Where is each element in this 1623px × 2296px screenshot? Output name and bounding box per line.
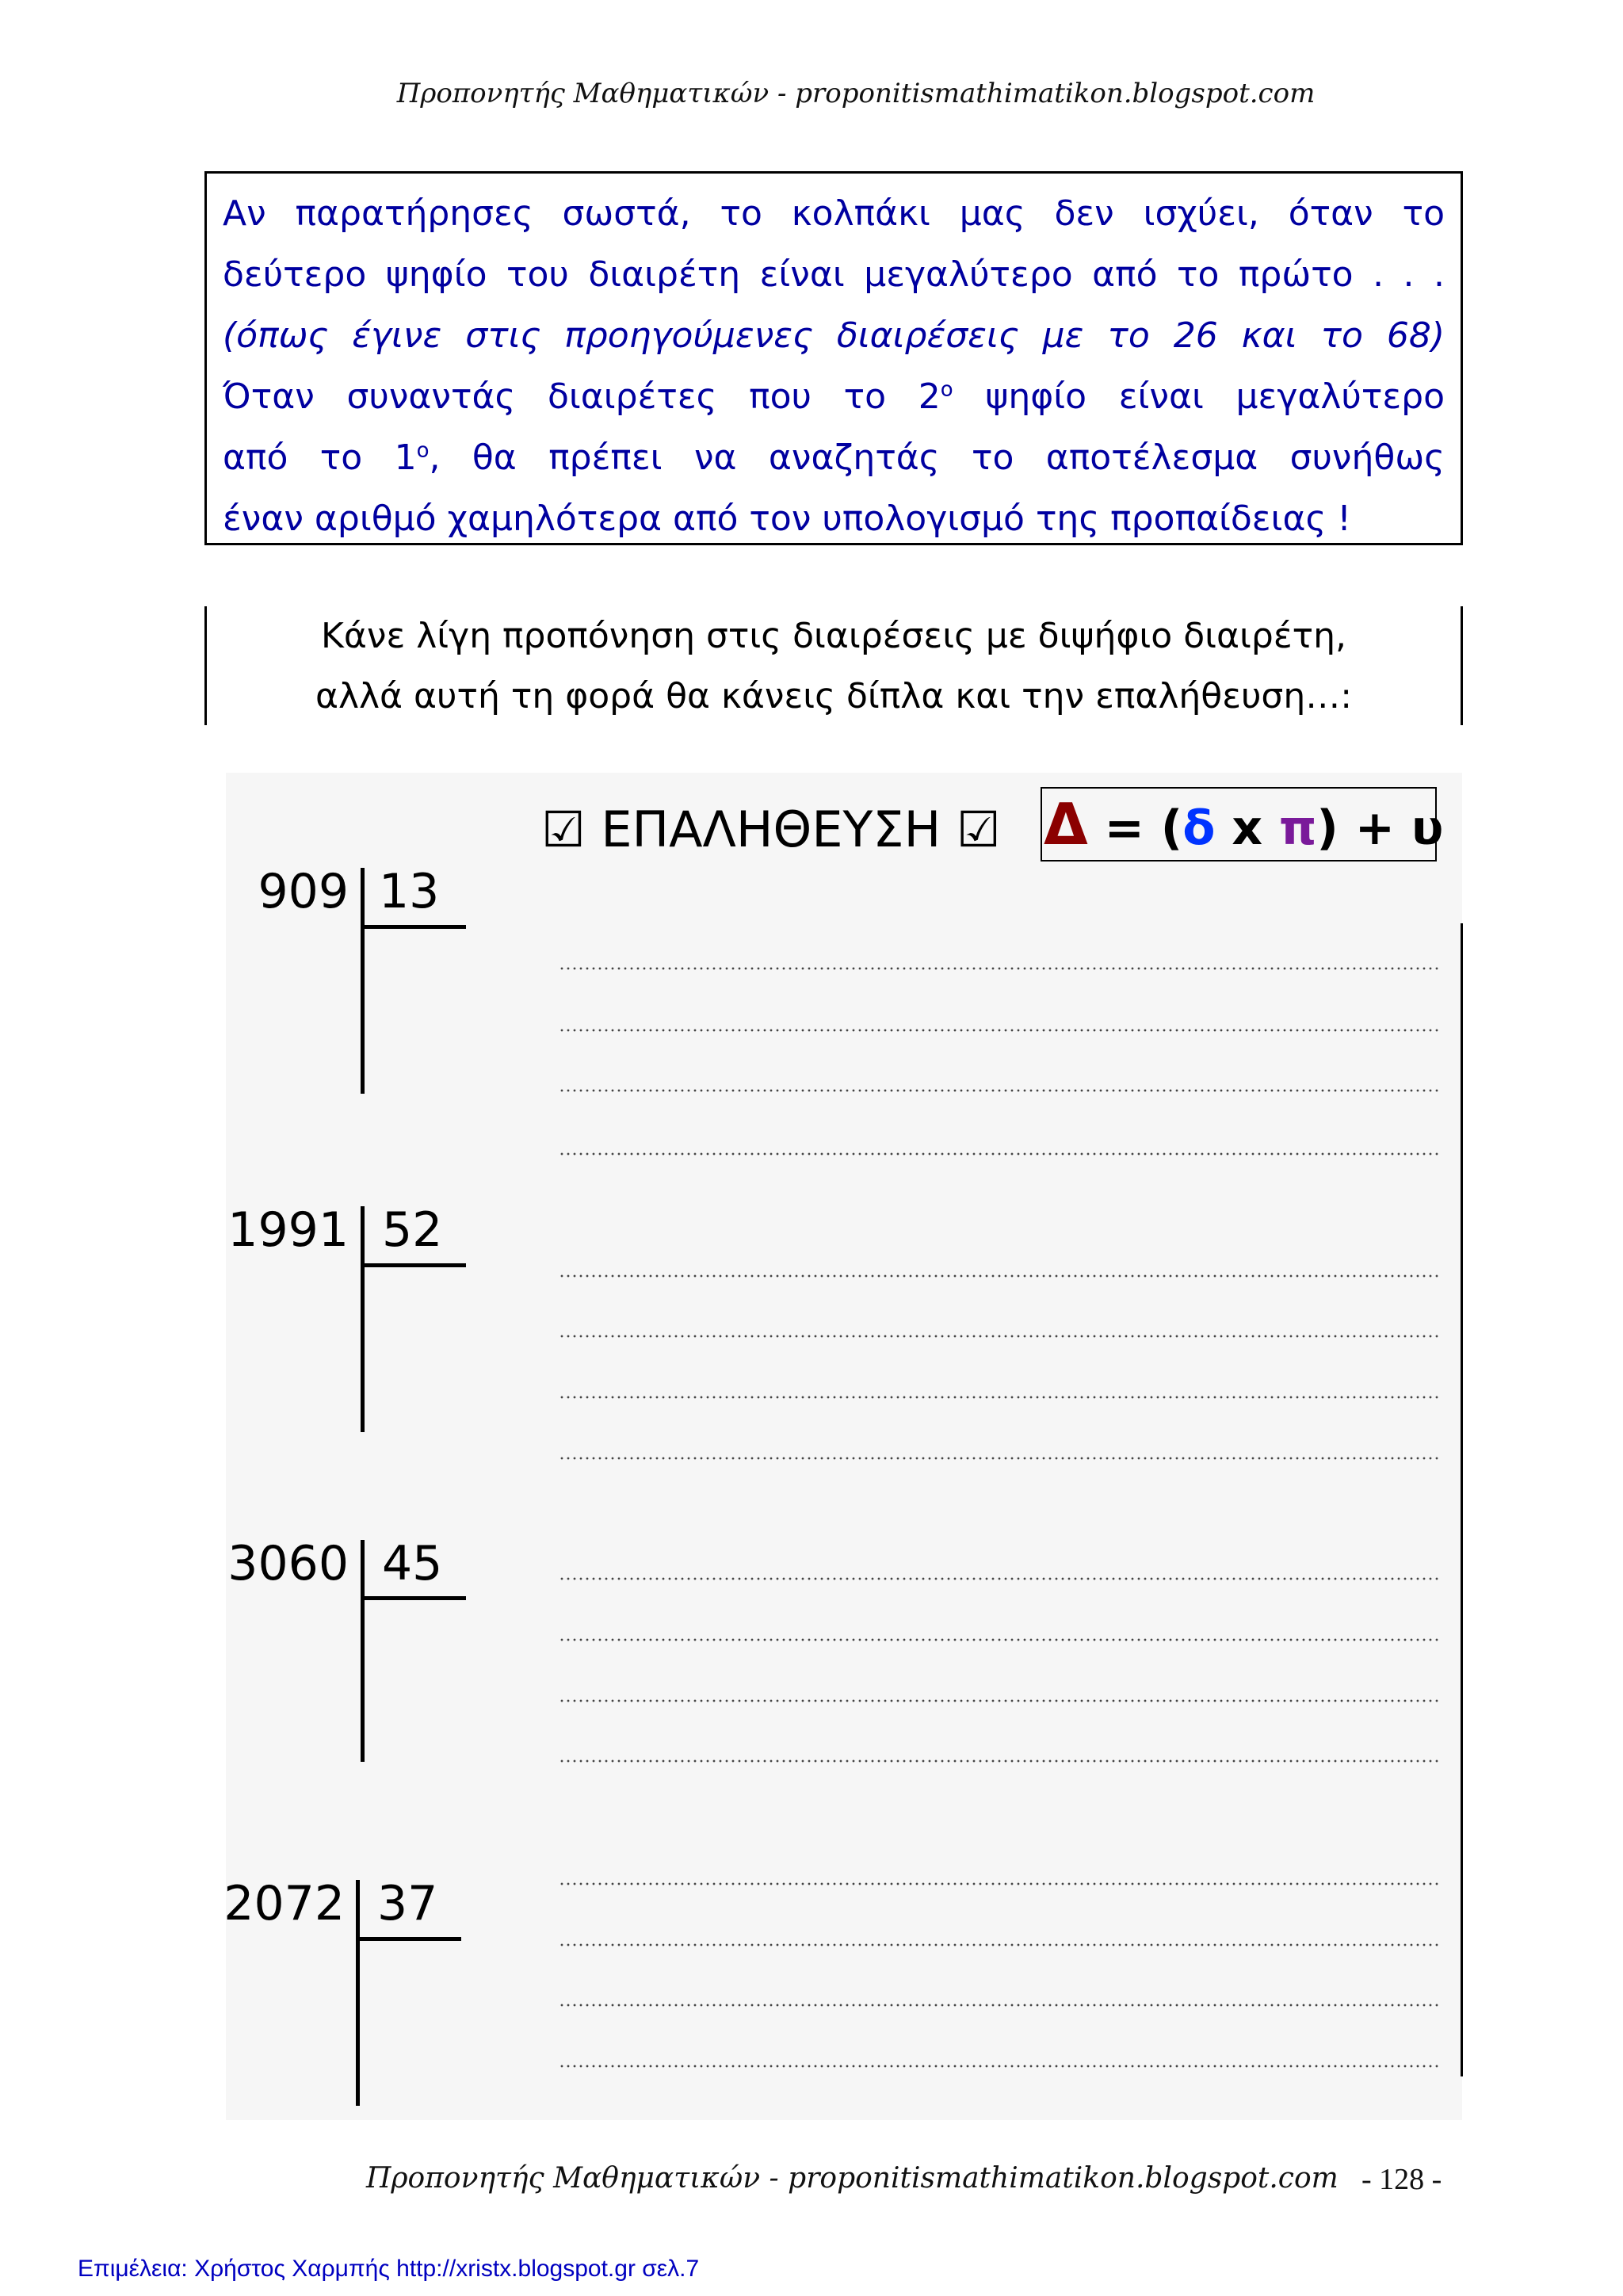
checkbox-icon: ☑	[956, 800, 1001, 858]
answer-line[interactable]	[559, 2003, 1438, 2008]
practice-line-1: Κάνε λίγη προπόνηση στις διαιρέσεις με διψήφιο διαιρέτη,	[321, 616, 1346, 656]
division-horizontal-line	[361, 1596, 466, 1600]
formula-remainder-symbol: υ	[1411, 800, 1444, 856]
answer-line[interactable]	[559, 1456, 1438, 1461]
formula-divisor-symbol: δ	[1182, 800, 1216, 856]
answer-line[interactable]	[559, 966, 1438, 971]
dividend: 909	[258, 864, 349, 919]
answer-line[interactable]	[559, 1576, 1438, 1581]
answer-line[interactable]	[559, 1152, 1438, 1156]
answer-line[interactable]	[559, 1028, 1438, 1033]
tip-line-5-end: , θα πρέπει να αναζητάς το αποτέλεσμα συνήθως	[429, 437, 1445, 478]
page-footer: Προπονητής Μαθηματικών - proponitismathimatikon.blogspot.com	[366, 2162, 1338, 2195]
ordinal-superscript: ο	[940, 377, 953, 402]
divisor: 13	[379, 864, 440, 919]
ordinal-superscript: ο	[416, 438, 430, 463]
formula-dividend-symbol: Δ	[1044, 791, 1088, 858]
answer-line[interactable]	[559, 1943, 1438, 1947]
dividend: 1991	[227, 1202, 349, 1258]
tip-line-6: έναν αριθμό χαμηλότερα από τον υπολογισμό της προπαίδειας !	[223, 499, 1351, 539]
answer-line[interactable]	[559, 1698, 1438, 1703]
answer-line[interactable]	[559, 1637, 1438, 1642]
answer-line[interactable]	[559, 1759, 1438, 1763]
division-vertical-line	[361, 1540, 365, 1762]
formula-times: x	[1215, 800, 1279, 856]
answer-line[interactable]	[559, 1334, 1438, 1339]
division-horizontal-line	[361, 1263, 466, 1267]
division-vertical-line	[361, 1206, 365, 1432]
division-vertical-line	[356, 1880, 360, 2106]
tip-line-2: δεύτερο ψηφίο του διαιρέτη είναι μεγαλύτερο από το πρώτο . . .	[223, 254, 1445, 295]
answer-line[interactable]	[559, 1088, 1438, 1093]
division-horizontal-line	[356, 1937, 461, 1941]
page-number: - 128 -	[1361, 2163, 1442, 2196]
verification-formula	[1041, 787, 1444, 861]
divisor: 45	[382, 1536, 443, 1591]
formula-close-plus: ) +	[1316, 800, 1411, 856]
verification-label: ΕΠΑΛΗΘΕΥΣΗ	[601, 800, 941, 858]
tip-line-5	[223, 427, 1445, 488]
panel-right-border	[1461, 923, 1463, 2076]
credit-line: Επιμέλεια: Χρήστος Χαρμπής http://xristx.blogspot.gr σελ.7	[78, 2256, 700, 2282]
divisor: 52	[382, 1202, 443, 1258]
dividend: 3060	[227, 1536, 349, 1591]
division-vertical-line	[361, 868, 365, 1094]
answer-line[interactable]	[559, 1881, 1438, 1886]
division-horizontal-line	[361, 925, 466, 929]
divisor: 37	[377, 1876, 438, 1931]
formula-quotient-symbol: π	[1278, 800, 1317, 856]
tip-box	[204, 171, 1463, 545]
tip-line-5-start: από το 1	[223, 437, 417, 478]
tip-line-3: (όπως έγινε στις προηγούμενες διαιρέσεις με το 26 και το 68)	[223, 315, 1445, 356]
practice-instructions	[204, 606, 1463, 725]
answer-line[interactable]	[559, 1274, 1438, 1278]
tip-line-4-end: ψηφίο είναι μεγαλύτερο	[953, 376, 1445, 417]
tip-line-1: Αν παρατήρησες σωστά, το κολπάκι μας δεν ισχύει, όταν το	[223, 193, 1445, 234]
tip-line-4	[223, 366, 1445, 427]
answer-line[interactable]	[559, 1395, 1438, 1400]
dividend: 2072	[223, 1876, 345, 1931]
answer-line[interactable]	[559, 2064, 1438, 2069]
page-header: Προπονητής Μαθηματικών - proponitismathimatikon.blogspot.com	[396, 78, 1316, 109]
practice-line-2: αλλά αυτή τη φορά θα κάνεις δίπλα και την επαλήθευση…:	[315, 676, 1353, 716]
tip-line-4-start: Όταν συναντάς διαιρέτες που το 2	[223, 376, 941, 417]
checkbox-icon: ☑	[541, 800, 586, 858]
formula-equals-open: = (	[1087, 800, 1183, 856]
verification-heading	[541, 798, 1001, 861]
